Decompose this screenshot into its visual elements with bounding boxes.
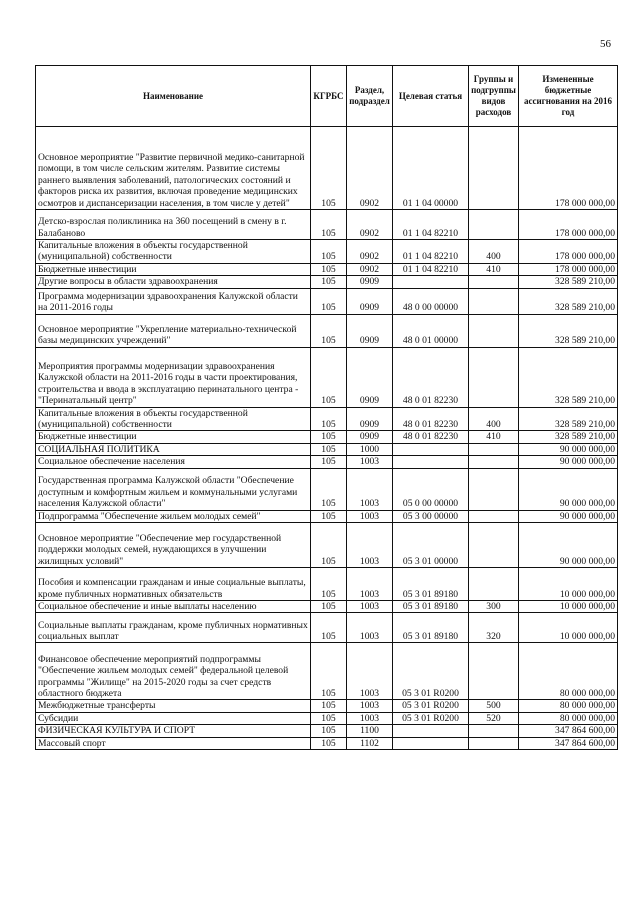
cell-kgrbs: 105 xyxy=(311,288,347,314)
cell-target: 05 3 01 89180 xyxy=(393,568,469,601)
cell-amount: 328 589 210,00 xyxy=(519,407,618,431)
cell-amount: 80 000 000,00 xyxy=(519,712,618,724)
cell-kgrbs: 105 xyxy=(311,127,347,210)
header-name: Наименование xyxy=(36,66,311,127)
cell-group: 300 xyxy=(469,601,519,613)
table-row xyxy=(36,712,618,724)
cell-name: Межбюджетные трансферты xyxy=(36,700,311,712)
cell-target: 05 3 01 89180 xyxy=(393,601,469,613)
cell-group xyxy=(469,568,519,601)
cell-section: 0902 xyxy=(347,210,393,240)
cell-kgrbs: 105 xyxy=(311,210,347,240)
table-row xyxy=(36,737,618,749)
cell-target: 01 1 04 82210 xyxy=(393,210,469,240)
cell-target: 48 0 01 82230 xyxy=(393,431,469,443)
cell-amount: 10 000 000,00 xyxy=(519,613,618,643)
cell-group: 400 xyxy=(469,240,519,264)
cell-group xyxy=(469,510,519,522)
cell-target: 05 3 01 R0200 xyxy=(393,712,469,724)
cell-name: Государственная программа Калужской области "Обеспечение доступным и комфортным жильем и коммунальными услугами населения Калужской области" xyxy=(36,468,311,510)
table-row xyxy=(36,431,618,443)
cell-amount: 10 000 000,00 xyxy=(519,601,618,613)
cell-group xyxy=(469,314,519,347)
cell-amount: 90 000 000,00 xyxy=(519,443,618,455)
cell-amount: 328 589 210,00 xyxy=(519,314,618,347)
header-groups: Группы и подгруппы видов расходов xyxy=(469,66,519,127)
cell-group: 400 xyxy=(469,407,519,431)
table-row xyxy=(36,276,618,288)
cell-group xyxy=(469,468,519,510)
cell-section: 1003 xyxy=(347,712,393,724)
cell-kgrbs: 105 xyxy=(311,568,347,601)
cell-target xyxy=(393,737,469,749)
page-number: 56 xyxy=(600,38,611,50)
table-row xyxy=(36,643,618,700)
cell-name: Капитальные вложения в объекты государственной (муниципальной) собственности xyxy=(36,407,311,431)
cell-target xyxy=(393,725,469,737)
cell-section: 1100 xyxy=(347,725,393,737)
cell-kgrbs: 105 xyxy=(311,700,347,712)
cell-section: 0909 xyxy=(347,431,393,443)
cell-name: Детско-взрослая поликлиника на 360 посещений в смену в г. Балабаново xyxy=(36,210,311,240)
header-kgrbs: КГРБС xyxy=(311,66,347,127)
cell-name: ФИЗИЧЕСКАЯ КУЛЬТУРА И СПОРТ xyxy=(36,725,311,737)
table-row xyxy=(36,127,618,210)
cell-group xyxy=(469,643,519,700)
table-row xyxy=(36,443,618,455)
table-row xyxy=(36,263,618,275)
cell-name: Основное мероприятие "Развитие первичной медико-санитарной помощи, в том числе сельским жителям. Развитие системы раннего выявления заболеваний, патологических состояний и факторов риска их развития, включая проведение медицинских осмотров и диспансеризации населения, в том числе у детей" xyxy=(36,127,311,210)
cell-amount: 328 589 210,00 xyxy=(519,347,618,407)
cell-section: 1003 xyxy=(347,601,393,613)
cell-name: Мероприятия программы модернизации здравоохранения Калужской области на 2011-2016 годы в части проектирования, строительства и ввода в эксплуатацию перинатального центра - "Перинатальный центр" xyxy=(36,347,311,407)
table-row xyxy=(36,240,618,264)
table-row xyxy=(36,456,618,468)
cell-target: 01 1 04 00000 xyxy=(393,127,469,210)
cell-amount: 80 000 000,00 xyxy=(519,700,618,712)
table-row xyxy=(36,523,618,568)
cell-name: Социальные выплаты гражданам, кроме публичных нормативных социальных выплат xyxy=(36,613,311,643)
cell-name: Пособия и компенсации гражданам и иные социальные выплаты, кроме публичных нормативных обязательств xyxy=(36,568,311,601)
cell-group xyxy=(469,210,519,240)
table-row xyxy=(36,314,618,347)
cell-group xyxy=(469,347,519,407)
table-row xyxy=(36,288,618,314)
cell-section: 1003 xyxy=(347,510,393,522)
cell-amount: 347 864 600,00 xyxy=(519,737,618,749)
cell-target: 01 1 04 82210 xyxy=(393,263,469,275)
cell-amount: 178 000 000,00 xyxy=(519,127,618,210)
table-row xyxy=(36,210,618,240)
cell-kgrbs: 105 xyxy=(311,725,347,737)
cell-name: Основное мероприятие "Обеспечение мер государственной поддержки молодых семей, нуждающихся в улучшении жилищных условий" xyxy=(36,523,311,568)
cell-group xyxy=(469,456,519,468)
cell-name: Субсидии xyxy=(36,712,311,724)
cell-target: 05 0 00 00000 xyxy=(393,468,469,510)
cell-section: 0909 xyxy=(347,314,393,347)
cell-section: 1000 xyxy=(347,443,393,455)
cell-name: СОЦИАЛЬНАЯ ПОЛИТИКА xyxy=(36,443,311,455)
table-row xyxy=(36,725,618,737)
cell-kgrbs: 105 xyxy=(311,523,347,568)
cell-name: Финансовое обеспечение мероприятий подпрограммы "Обеспечение жильем молодых семей" федеральной целевой программы "Жилище" на 2015-2020 годы за счет средств областного бюджета xyxy=(36,643,311,700)
cell-target: 48 0 01 00000 xyxy=(393,314,469,347)
cell-target: 48 0 00 00000 xyxy=(393,288,469,314)
cell-kgrbs: 105 xyxy=(311,643,347,700)
cell-amount: 178 000 000,00 xyxy=(519,263,618,275)
cell-amount: 90 000 000,00 xyxy=(519,510,618,522)
cell-group xyxy=(469,523,519,568)
cell-section: 1003 xyxy=(347,613,393,643)
cell-group xyxy=(469,127,519,210)
cell-amount: 178 000 000,00 xyxy=(519,240,618,264)
cell-section: 1003 xyxy=(347,456,393,468)
cell-kgrbs: 105 xyxy=(311,347,347,407)
cell-kgrbs: 105 xyxy=(311,737,347,749)
cell-target: 05 3 01 89180 xyxy=(393,613,469,643)
table-row xyxy=(36,613,618,643)
cell-group xyxy=(469,276,519,288)
cell-group xyxy=(469,443,519,455)
cell-group: 410 xyxy=(469,263,519,275)
cell-section: 1003 xyxy=(347,468,393,510)
cell-target: 05 3 00 00000 xyxy=(393,510,469,522)
cell-name: Социальное обеспечение и иные выплаты населению xyxy=(36,601,311,613)
cell-group xyxy=(469,288,519,314)
cell-amount: 80 000 000,00 xyxy=(519,643,618,700)
cell-name: Социальное обеспечение населения xyxy=(36,456,311,468)
cell-section: 0909 xyxy=(347,276,393,288)
cell-kgrbs: 105 xyxy=(311,443,347,455)
cell-name: Подпрограмма "Обеспечение жильем молодых семей" xyxy=(36,510,311,522)
cell-kgrbs: 105 xyxy=(311,263,347,275)
cell-kgrbs: 105 xyxy=(311,613,347,643)
cell-amount: 90 000 000,00 xyxy=(519,456,618,468)
header-target: Целевая статья xyxy=(393,66,469,127)
table-row xyxy=(36,601,618,613)
cell-amount: 90 000 000,00 xyxy=(519,523,618,568)
cell-name: Другие вопросы в области здравоохранения xyxy=(36,276,311,288)
cell-amount: 10 000 000,00 xyxy=(519,568,618,601)
table-row xyxy=(36,700,618,712)
table-row xyxy=(36,510,618,522)
cell-amount: 90 000 000,00 xyxy=(519,468,618,510)
cell-group xyxy=(469,725,519,737)
table-row xyxy=(36,568,618,601)
cell-section: 0909 xyxy=(347,347,393,407)
cell-section: 1003 xyxy=(347,568,393,601)
cell-kgrbs: 105 xyxy=(311,240,347,264)
cell-name: Массовый спорт xyxy=(36,737,311,749)
cell-name: Бюджетные инвестиции xyxy=(36,263,311,275)
cell-target: 48 0 01 82230 xyxy=(393,407,469,431)
cell-section: 1003 xyxy=(347,643,393,700)
cell-target: 48 0 01 82230 xyxy=(393,347,469,407)
cell-target xyxy=(393,276,469,288)
cell-group: 520 xyxy=(469,712,519,724)
header-section: Раздел, подраздел xyxy=(347,66,393,127)
cell-kgrbs: 105 xyxy=(311,314,347,347)
cell-name: Капитальные вложения в объекты государственной (муниципальной) собственности xyxy=(36,240,311,264)
cell-section: 0909 xyxy=(347,288,393,314)
budget-table xyxy=(35,65,618,750)
cell-target xyxy=(393,456,469,468)
cell-section: 1003 xyxy=(347,523,393,568)
cell-group xyxy=(469,737,519,749)
cell-section: 0902 xyxy=(347,127,393,210)
cell-name: Основное мероприятие "Укрепление материально-технической базы медицинских учреждений" xyxy=(36,314,311,347)
cell-amount: 178 000 000,00 xyxy=(519,210,618,240)
table-row xyxy=(36,468,618,510)
cell-target xyxy=(393,443,469,455)
cell-kgrbs: 105 xyxy=(311,468,347,510)
cell-amount: 328 589 210,00 xyxy=(519,431,618,443)
cell-amount: 328 589 210,00 xyxy=(519,288,618,314)
cell-kgrbs: 105 xyxy=(311,510,347,522)
cell-target: 05 3 01 R0200 xyxy=(393,700,469,712)
cell-section: 1003 xyxy=(347,700,393,712)
cell-target: 05 3 01 R0200 xyxy=(393,643,469,700)
cell-kgrbs: 105 xyxy=(311,276,347,288)
cell-section: 0909 xyxy=(347,407,393,431)
table-row xyxy=(36,347,618,407)
header-amount: Измененные бюджетные ассигнования на 2016 год xyxy=(519,66,618,127)
cell-kgrbs: 105 xyxy=(311,601,347,613)
cell-section: 0902 xyxy=(347,240,393,264)
cell-kgrbs: 105 xyxy=(311,431,347,443)
cell-target: 05 3 01 00000 xyxy=(393,523,469,568)
cell-kgrbs: 105 xyxy=(311,456,347,468)
cell-amount: 328 589 210,00 xyxy=(519,276,618,288)
cell-amount: 347 864 600,00 xyxy=(519,725,618,737)
header-row xyxy=(36,66,618,127)
cell-name: Бюджетные инвестиции xyxy=(36,431,311,443)
cell-name: Программа модернизации здравоохранения Калужской области на 2011-2016 годы xyxy=(36,288,311,314)
cell-group: 320 xyxy=(469,613,519,643)
cell-group: 410 xyxy=(469,431,519,443)
table-row xyxy=(36,407,618,431)
cell-group: 500 xyxy=(469,700,519,712)
cell-section: 0902 xyxy=(347,263,393,275)
cell-target: 01 1 04 82210 xyxy=(393,240,469,264)
cell-section: 1102 xyxy=(347,737,393,749)
cell-kgrbs: 105 xyxy=(311,712,347,724)
cell-kgrbs: 105 xyxy=(311,407,347,431)
